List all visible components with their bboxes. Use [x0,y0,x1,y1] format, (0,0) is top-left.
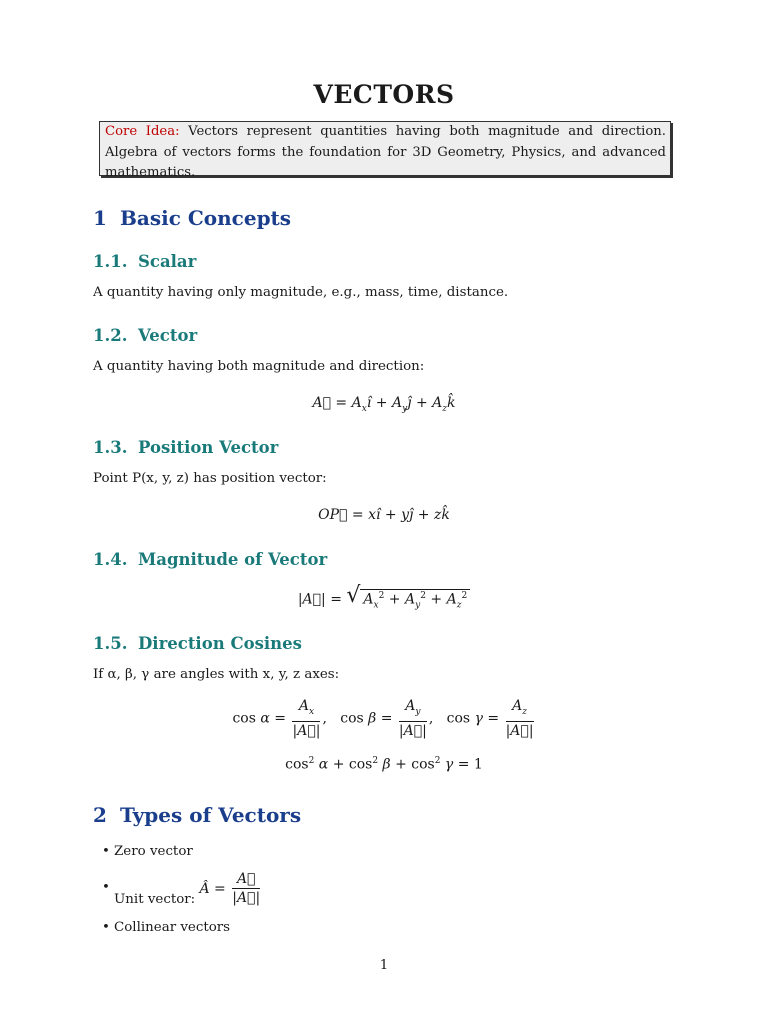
magnitude-equation: |A⃗| = √ $A_x^2 + A_y^2 + A_z^2$ [0,589,768,610]
direction-cosines-equation: cos α = $\frac{A_x}{|A⃗|}$ , cos β = $\frac{A_y}{|A⃗|}$ , cos γ = $\frac{A_z}{|A⃗|}$ [232,698,534,739]
list-item: • Zero vector [102,844,193,859]
section-heading-2: 2 Types of Vectors [93,803,302,827]
direction-cosines-text: If α, β, γ are angles with x, y, z axes: [93,667,340,682]
vector-definition: A quantity having both magnitude and direction: [93,359,425,374]
position-vector-equation: OP⃗ = xî + yĵ + zk̂ [318,507,450,523]
page-number: 1 [379,958,389,973]
section-heading-1: 1 Basic Concepts [93,206,292,230]
subsection-heading-1-5: 1.5. Direction Cosines [93,634,302,653]
list-item: • Unit vector: Â = $\frac{A⃗}{|A⃗|}$ [102,871,261,907]
scalar-definition: A quantity having only magnitude, e.g., mass, time, distance. [93,285,509,300]
subsection-heading-1-2: 1.2. Vector [93,326,198,345]
position-vector-text: Point P(x, y, z) has position vector: [93,471,327,486]
core-idea-label: Core Idea: [105,124,180,139]
unit-vector-equation: Â = $\frac{A⃗}{|A⃗|}$ [199,871,261,906]
subsection-heading-1-1: 1.1. Scalar [93,252,197,271]
list-item: • Collinear vectors [102,920,231,935]
core-idea-text: Vectors represent quantities having both magnitude and direction. Algebra of vectors forms the foundation for 3D Geometry, Physics, and advanced mathematics. [105,124,666,180]
bullet-icon: • [102,880,110,895]
bullet-icon: • [102,844,110,859]
bullet-icon: • [102,920,110,935]
vector-component-equation: A⃗ = $A_xî$ + $A_yĵ$ + $A_zk̂$ [312,395,456,414]
subsection-heading-1-3: 1.3. Position Vector [93,438,279,457]
subsection-heading-1-4: 1.4. Magnitude of Vector [93,550,328,569]
document-title: VECTORS [313,80,455,109]
core-idea-box [99,121,671,180]
cosine-identity-equation: $\cos^2 \alpha + \cos^2 \beta + \cos^2 \gamma = 1$ [285,756,483,773]
